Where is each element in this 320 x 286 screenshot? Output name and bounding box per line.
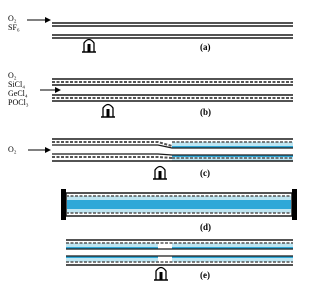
panel-e-burner-icon — [154, 268, 168, 281]
panel-b-gas-pocl3: POCl₃ — [8, 98, 29, 107]
panel-b-gas-gecl4: GeCl₄ — [8, 89, 28, 98]
panel-c-burner-icon — [153, 167, 167, 180]
panel-b-gas-o2: O₂ — [8, 71, 17, 80]
panel-e-tube — [66, 240, 293, 265]
panel-d-preform — [61, 189, 297, 220]
panel-b-tube — [52, 79, 293, 101]
panel-c-tube — [52, 139, 293, 161]
panel-b-burner-icon — [101, 105, 115, 118]
panel-e-label: (e) — [200, 270, 210, 280]
panel-c-label: (c) — [200, 168, 210, 178]
panel-a-label: (a) — [200, 42, 211, 52]
panel-a-tube — [52, 23, 293, 38]
panel-a-gas-o2: O₂ — [8, 14, 17, 23]
panel-b-label: (b) — [200, 107, 211, 117]
panel-b-gas-sicl4: SiCl₄ — [8, 80, 26, 89]
panel-c-gas-o2: O₂ — [8, 145, 17, 154]
panel-a-burner-icon — [82, 40, 96, 53]
panel-a-gas-sf6: SF₆ — [8, 23, 20, 32]
panel-d-label: (d) — [200, 222, 211, 232]
